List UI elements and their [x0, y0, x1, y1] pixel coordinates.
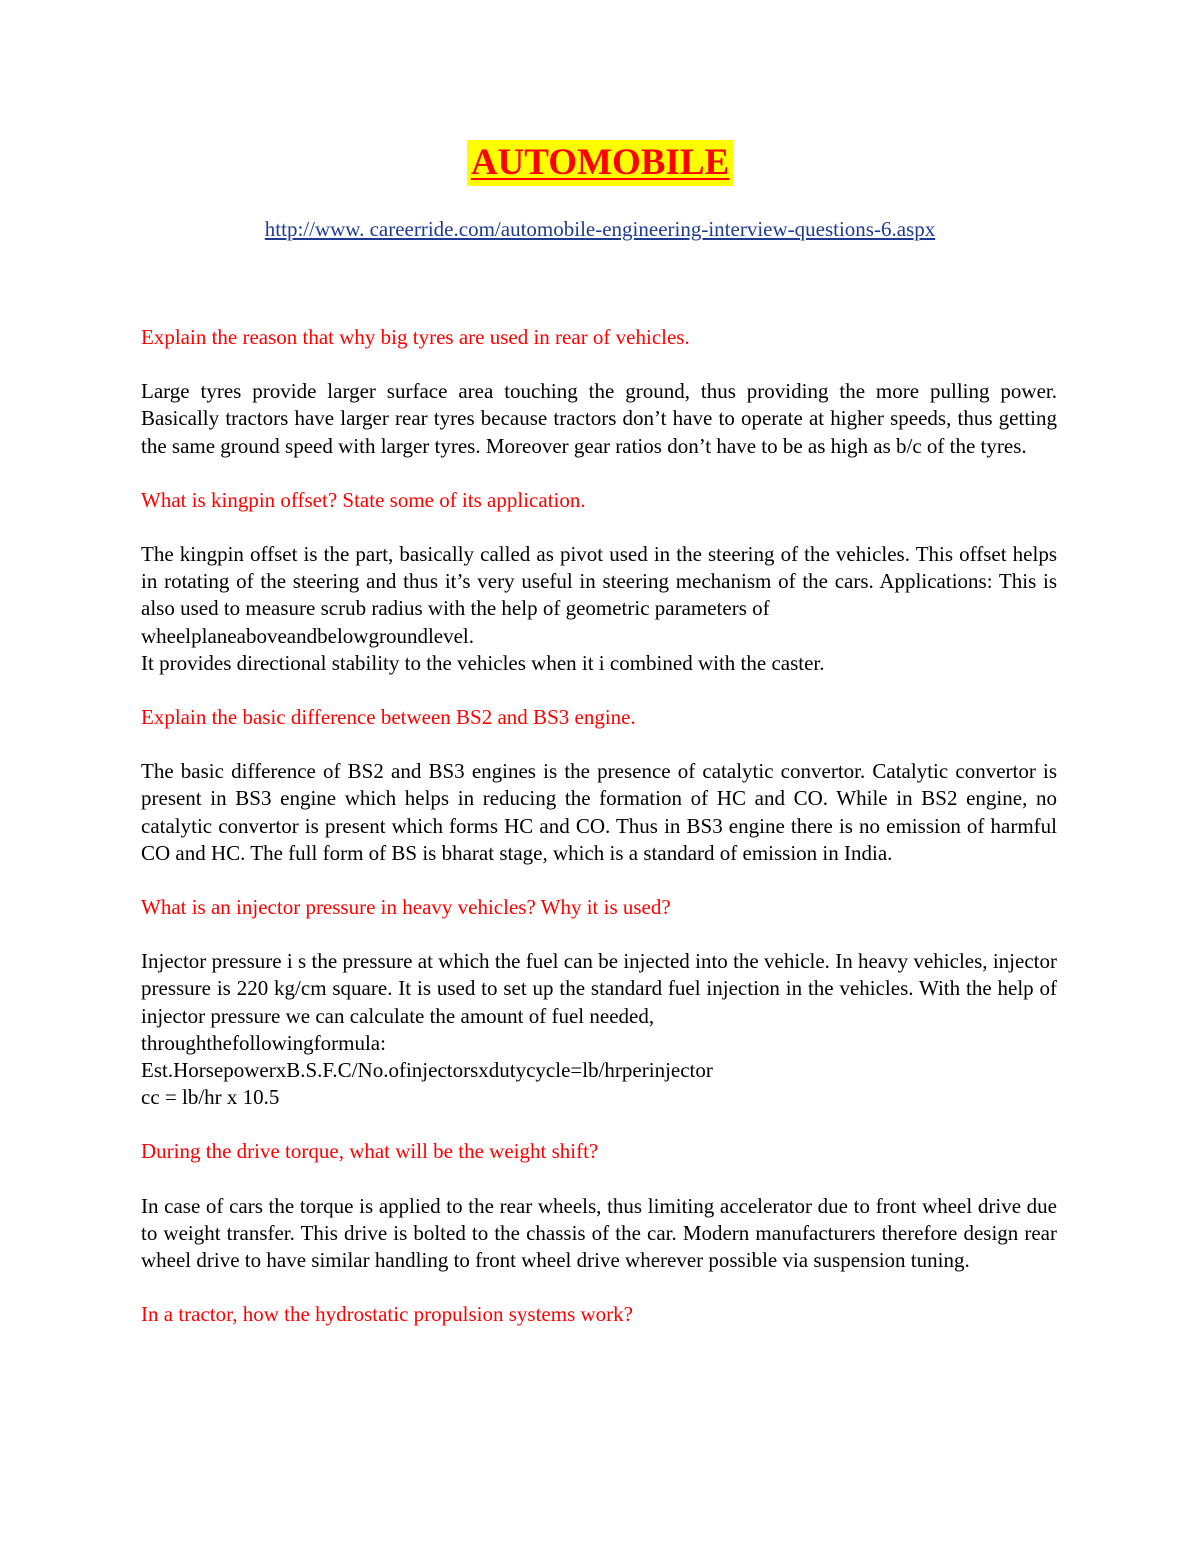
word: injectors	[405, 1058, 479, 1083]
question-3: Explain the basic difference between BS2 and BS3 engine.	[141, 705, 636, 730]
title-container	[0, 140, 1200, 186]
word: plane	[191, 623, 237, 648]
word: duty	[488, 1058, 527, 1083]
word: /	[351, 1058, 358, 1083]
answer-4-line-2	[141, 1030, 1057, 1057]
answer-2-line-3: It provides directional stability to the vehicles when it i combined with the caster.	[141, 650, 825, 675]
question-5: During the drive torque, what will be the weight shift?	[141, 1139, 599, 1164]
answer-4	[141, 948, 1057, 1111]
word: x	[275, 1058, 287, 1083]
word: =	[570, 1058, 583, 1083]
word: through	[141, 1030, 207, 1055]
word: injector	[648, 1058, 713, 1083]
source-link[interactable]: http://www. careerride.com/automobile-engineering-interview-questions-6.aspx	[264, 217, 936, 241]
word: Horsepower	[173, 1058, 276, 1083]
question-2: What is kingpin offset? State some of its application.	[141, 487, 586, 512]
word: formula:	[313, 1030, 386, 1055]
question-1: Explain the reason that why big tyres are used in rear of vehicles.	[141, 325, 690, 349]
answer-3: The basic difference of BS2 and BS3 engines is the presence of catalytic convertor. Catalytic convertor is present in BS3 engine which helps in reducing the formation of HC and CO. While in BS2 engine, no catalytic convertor is present which forms HC and CO. Thus in BS3 engine there is no emission of harmful CO and HC. The full form of BS is bharat stage, which is a standard of emission in India.	[141, 759, 1057, 865]
word: per	[621, 1058, 649, 1083]
word: above	[236, 623, 287, 648]
word: B.S.F.C	[286, 1058, 352, 1083]
answer-4-line-1: Injector pressure i s the pressure at which the fuel can be injected into the vehicle. In heavy vehicles, injector pressure is 220 kg/cm square. It is used to set up the standard fuel injection in the vehicles. With the help of injector pressure we can calculate the amount of fuel needed,	[141, 949, 1057, 1028]
word: below	[317, 623, 369, 648]
answer-5: In case of cars the torque is applied to the rear wheels, thus limiting accelerator due to front wheel drive due to weight transfer. This drive is bolted to the chassis of the car. Modern manufacturers therefore design rear wheel drive to have similar handling to front wheel drive wherever possible via suspension tuning.	[141, 1193, 1057, 1273]
word: following	[231, 1030, 314, 1055]
question-6: In a tractor, how the hydrostatic propulsion systems work?	[141, 1302, 633, 1327]
word: level.	[427, 623, 475, 648]
question-4: What is an injector pressure in heavy vehicles? Why it is used?	[141, 895, 671, 920]
qa-content	[141, 324, 1057, 1355]
word: and	[286, 623, 318, 648]
answer-2-line-1: The kingpin offset is the part, basically called as pivot used in the steering of the vehicles. This offset helps in rotating of the steering and thus it’s very useful in steering mechanism of the cars. Applications: This is also used to measure scrub radius with the help of geometric parameters of	[141, 542, 1057, 621]
url-container	[0, 215, 1200, 243]
word: ground	[368, 623, 428, 648]
word: wheel	[141, 623, 192, 648]
word: of	[388, 1058, 406, 1083]
page-title: AUTOMOBILE	[467, 140, 733, 186]
word: lb/hr	[582, 1058, 622, 1083]
word: Est.	[141, 1058, 174, 1083]
word: cycle	[526, 1058, 571, 1083]
answer-4-line-3	[141, 1057, 1057, 1084]
answer-1: Large tyres provide larger surface area touching the ground, thus providing the more pulling power. Basically tractors have larger rear tyres because tractors don’t have to operate at higher speeds, thus getting the same ground speed with larger tyres. Moreover gear ratios don’t have to be as high as b/c of the tyres.	[141, 379, 1057, 458]
answer-2-line-2	[141, 623, 1057, 650]
word: No.	[357, 1058, 389, 1083]
answer-2	[141, 541, 1057, 677]
word: x	[478, 1058, 489, 1083]
answer-4-line-4: cc = lb/hr x 10.5	[141, 1085, 280, 1110]
word: the	[206, 1030, 232, 1055]
